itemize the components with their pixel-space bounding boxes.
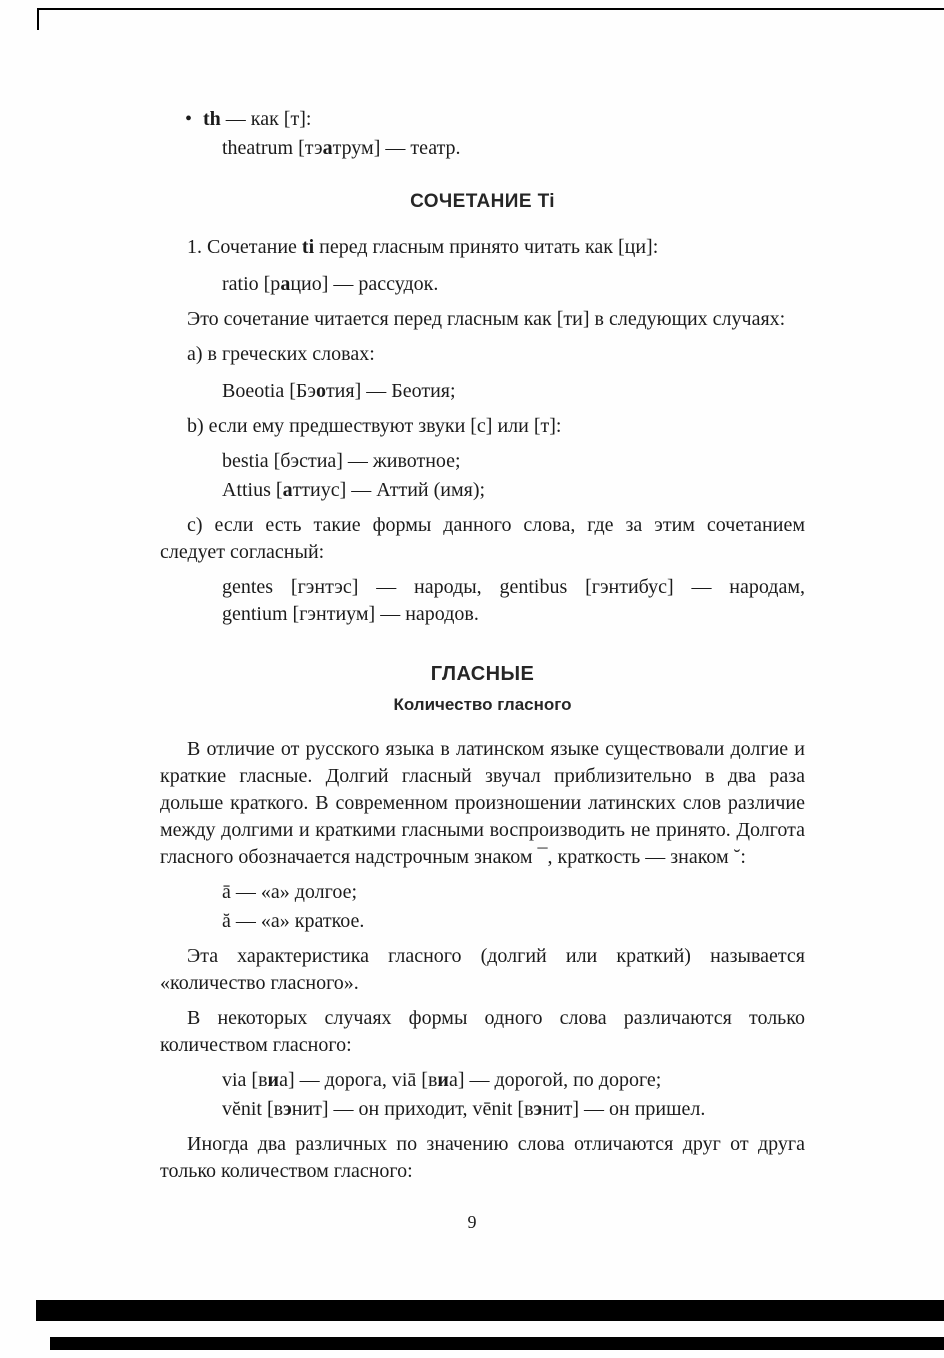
example-line-bestia: bestia [бэстиа] — животное; bbox=[222, 450, 461, 472]
list-item-c: c) если есть такие формы данного слова, где за этим сочетанием следует согласный: bbox=[160, 514, 805, 563]
example-block-gentes bbox=[222, 574, 805, 628]
crop-mark-top-line bbox=[37, 8, 944, 10]
section-heading-vowels: ГЛАСНЫЕ bbox=[430, 663, 535, 685]
bullet-item-text: th — как [т]: bbox=[203, 108, 312, 130]
example-line-boeotia: Boeotia [Бэотия] — Беотия; bbox=[222, 380, 456, 402]
example-line-a-short: ă — «а» краткое. bbox=[222, 910, 365, 932]
section-heading-ti: СОЧЕТАНИЕ Ti bbox=[410, 191, 555, 212]
bottom-bar-thick bbox=[36, 1300, 944, 1321]
paragraph-word-forms: В некоторых случаях формы одного слова различаются только количеством гласного: bbox=[160, 1007, 805, 1056]
subsection-heading-quantity: Количество гласного bbox=[393, 695, 572, 714]
example-line-theatrum: theatrum [тэатрум] — театр. bbox=[222, 137, 461, 159]
paragraph-different-words: Иногда два различных по значению слова отличаются друг от друга только количеством гласного: bbox=[160, 1133, 805, 1182]
paragraph-quantity-definition: Эта характеристика гласного (долгий или краткий) называется «количество гласного». bbox=[160, 945, 805, 994]
bullet-marker: • bbox=[185, 108, 193, 130]
crop-mark-top-tick bbox=[37, 8, 39, 30]
example-line-gentes-1: gentes [гэнтэс] — народы, gentibus [гэнтибус] — народам, bbox=[222, 576, 805, 598]
content-area bbox=[160, 106, 805, 1185]
example-line-gentes-2: gentium [гэнтиум] — народов. bbox=[222, 603, 479, 625]
example-line-attius: Attius [аттиус] — Аттий (имя); bbox=[222, 479, 486, 501]
list-item-a: a) в греческих словах: bbox=[187, 343, 375, 365]
page-number: 9 bbox=[467, 1212, 477, 1232]
paragraph-vowel-length: В отличие от русского языка в латинском языке существовали долгие и краткие гласные. Долгий гласный звучал приблизительно в два раза дольше краткого. В современном произношении латинских слов различие между долгими и краткими гласными воспроизводить не принято. Долгота гласного обозначается надстрочным знаком ¯, краткость — знаком ˘: bbox=[160, 738, 805, 868]
paragraph-ti-exceptions: Это сочетание читается перед гласным как [ти] в следующих случаях: bbox=[187, 308, 786, 330]
bottom-bar-thin bbox=[50, 1337, 944, 1350]
example-line-ratio: ratio [рацио] — рассудок. bbox=[222, 273, 439, 295]
example-line-via: via [виа] — дорога, viā [виа] — дорогой, по дороге; bbox=[222, 1069, 662, 1091]
paragraph-ti-rule: 1. Сочетание ti перед гласным принято читать как [ци]: bbox=[187, 236, 659, 258]
example-line-venit: vĕnit [вэнит] — он приходит, vēnit [вэнит] — он пришел. bbox=[222, 1098, 706, 1120]
list-item-b: b) если ему предшествуют звуки [с] или [т]: bbox=[187, 415, 562, 437]
example-line-a-long: ā — «а» долгое; bbox=[222, 881, 358, 903]
bullet-item-th bbox=[185, 106, 805, 133]
